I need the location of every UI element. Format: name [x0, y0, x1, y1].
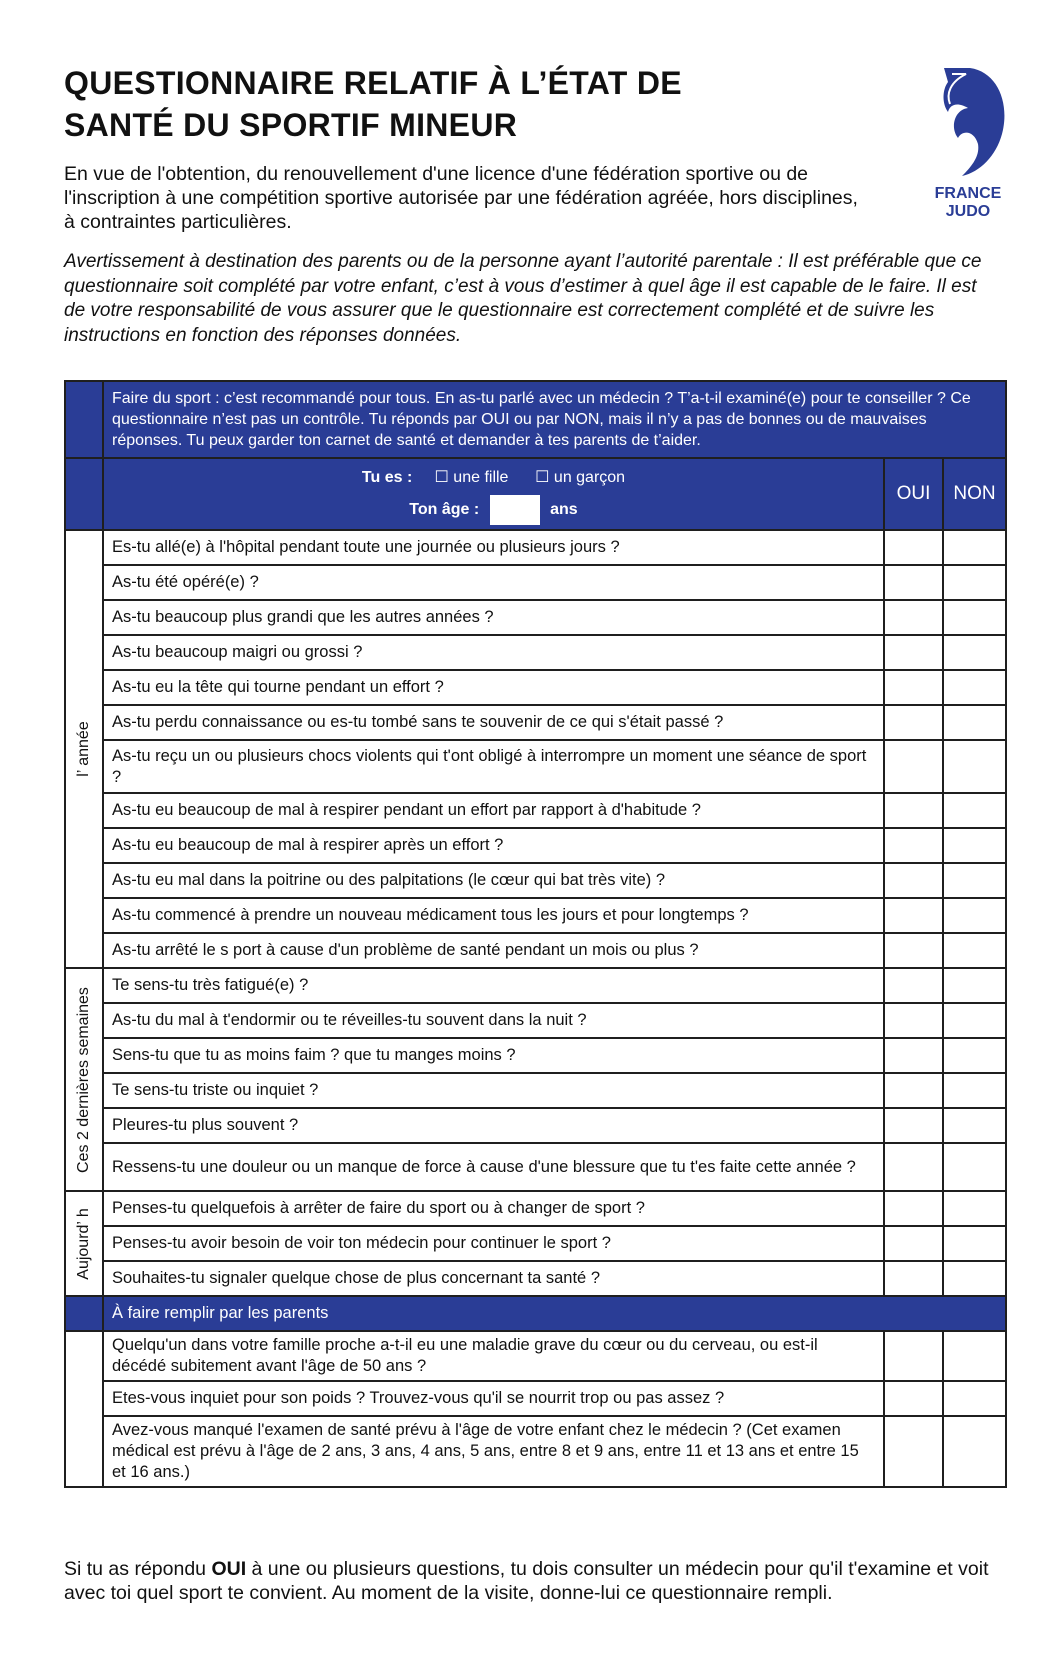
- question-row: [65, 1038, 1006, 1073]
- question-text: As-tu eu la tête qui tourne pendant un effort ?: [103, 670, 884, 705]
- question-row: [65, 1191, 1006, 1226]
- oui-answer-box[interactable]: [884, 670, 943, 705]
- non-answer-box[interactable]: [943, 828, 1006, 863]
- oui-answer-box[interactable]: [884, 1191, 943, 1226]
- question-row: [65, 1003, 1006, 1038]
- question-text: Etes-vous inquiet pour son poids ? Trouvez-vous qu'il se nourrit trop ou pas assez ?: [103, 1381, 884, 1416]
- parents-warning: Avertissement à destination des parents ou de la personne ayant l’autorité parentale : Il est préférable que ce questionnaire soit complété par votre enfant, c’est à vous d’estimer à quel âge il est capable de le faire. Il est de votre responsabilité de vous assurer que le questionnaire est correctement complété et de suivre les instructions en fonction des réponses données.: [64, 251, 982, 346]
- oui-answer-box[interactable]: [884, 1073, 943, 1108]
- question-row: [65, 670, 1006, 705]
- oui-answer-box[interactable]: [884, 1331, 943, 1381]
- age-input[interactable]: [490, 495, 540, 525]
- oui-answer-box[interactable]: [884, 1226, 943, 1261]
- question-row: [65, 1331, 1006, 1381]
- non-answer-box[interactable]: [943, 705, 1006, 740]
- non-answer-box[interactable]: [943, 933, 1006, 968]
- footer-note: [64, 1557, 999, 1605]
- oui-answer-box[interactable]: [884, 898, 943, 933]
- option-girl-checkbox[interactable]: ☐ une fille: [434, 469, 509, 486]
- question-text: As-tu beaucoup plus grandi que les autres années ?: [103, 600, 884, 635]
- non-answer-box[interactable]: [943, 793, 1006, 828]
- oui-answer-box[interactable]: [884, 530, 943, 565]
- footer-bold-oui: OUI: [211, 1558, 247, 1580]
- footer-text-before: Si tu as répondu: [64, 1558, 212, 1580]
- title-line-2: SANTÉ DU SPORTIF MINEUR: [64, 107, 518, 143]
- oui-answer-box[interactable]: [884, 705, 943, 740]
- non-answer-box[interactable]: [943, 740, 1006, 793]
- question-row: [65, 530, 1006, 565]
- question-text: As-tu eu mal dans la poitrine ou des palpitations (le cœur qui bat très vite) ?: [103, 863, 884, 898]
- oui-answer-box[interactable]: [884, 600, 943, 635]
- question-text: Souhaites-tu signaler quelque chose de plus concernant ta santé ?: [103, 1261, 884, 1296]
- health-questionnaire-table: [64, 380, 1007, 1488]
- non-answer-box[interactable]: [943, 1038, 1006, 1073]
- page-title: [64, 62, 784, 146]
- question-text: As-tu eu beaucoup de mal à respirer pendant un effort par rapport à d'habitude ?: [103, 793, 884, 828]
- oui-answer-box[interactable]: [884, 1416, 943, 1487]
- oui-answer-box[interactable]: [884, 740, 943, 793]
- question-text: Avez-vous manqué l'examen de santé prévu à l'âge de votre enfant chez le médecin ? (Cet examen médical est prévu à l'âge de 2 ans, 3 ans, 4 ans, 5 ans, entre 8 et 9 ans, entre 11 et 13 ans et entre 15 et 16 ans.): [103, 1416, 884, 1487]
- question-row: [65, 1143, 1006, 1191]
- section2-period-label: Ces 2 dernières semaines: [75, 986, 92, 1173]
- non-answer-box[interactable]: [943, 1416, 1006, 1487]
- table-intro-text: Faire du sport : c’est recommandé pour tous. En as-tu parlé avec un médecin ? T’a-t-il examiné(e) pour te conseiller ? Ce questionnaire n’est pas un contrôle. Tu réponds par OUI ou par NON, mais il n’y a pas de bonnes ou de mauvaises réponses. Tu peux garder ton carnet de santé et demander à tes parents de t’aider.: [103, 381, 1006, 458]
- non-answer-box[interactable]: [943, 530, 1006, 565]
- parents-header-left: [65, 1296, 103, 1331]
- non-answer-box[interactable]: [943, 670, 1006, 705]
- section1-label-cell: [65, 530, 103, 968]
- svg-text:JUDO: JUDO: [945, 203, 991, 220]
- title-line-1: QUESTIONNAIRE RELATIF À L’ÉTAT DE: [64, 65, 682, 101]
- question-text: Penses-tu avoir besoin de voir ton médecin pour continuer le sport ?: [103, 1226, 884, 1261]
- parents-section-header: À faire remplir par les parents: [103, 1296, 1006, 1331]
- question-row: [65, 1108, 1006, 1143]
- question-text: Penses-tu quelquefois à arrêter de faire du sport ou à changer de sport ?: [103, 1191, 884, 1226]
- question-text: Sens-tu que tu as moins faim ? que tu manges moins ?: [103, 1038, 884, 1073]
- non-answer-box[interactable]: [943, 1331, 1006, 1381]
- section3-period-label: Aujourd’ h: [75, 1207, 92, 1280]
- question-row: [65, 1381, 1006, 1416]
- question-text: Ressens-tu une douleur ou un manque de force à cause d'une blessure que tu t'es faite cette année ?: [103, 1143, 884, 1191]
- question-text: As-tu perdu connaissance ou es-tu tombé sans te souvenir de ce qui s'était passé ?: [103, 705, 884, 740]
- question-text: As-tu été opéré(e) ?: [103, 565, 884, 600]
- oui-answer-box[interactable]: [884, 1003, 943, 1038]
- non-answer-box[interactable]: [943, 1381, 1006, 1416]
- age-unit: ans: [550, 501, 578, 518]
- oui-answer-box[interactable]: [884, 863, 943, 898]
- question-text: Te sens-tu très fatigué(e) ?: [103, 968, 884, 1003]
- question-row: [65, 740, 1006, 793]
- section1-period-label: l’ année: [75, 721, 92, 777]
- oui-column-header: OUI: [884, 458, 943, 530]
- question-text: As-tu reçu un ou plusieurs chocs violents qui t'ont obligé à interrompre un moment une séance de sport ?: [103, 740, 884, 793]
- question-row: [65, 828, 1006, 863]
- oui-answer-box[interactable]: [884, 1038, 943, 1073]
- france-judo-logo: [928, 64, 1008, 222]
- oui-answer-box[interactable]: [884, 635, 943, 670]
- section2-label-cell: [65, 968, 103, 1191]
- question-row: [65, 635, 1006, 670]
- question-text: As-tu eu beaucoup de mal à respirer après un effort ?: [103, 828, 884, 863]
- question-row: [65, 705, 1006, 740]
- non-answer-box[interactable]: [943, 863, 1006, 898]
- non-answer-box[interactable]: [943, 968, 1006, 1003]
- question-row: [65, 600, 1006, 635]
- oui-answer-box[interactable]: [884, 828, 943, 863]
- oui-answer-box[interactable]: [884, 1143, 943, 1191]
- section3-label-cell: [65, 1191, 103, 1296]
- non-answer-box[interactable]: [943, 898, 1006, 933]
- non-answer-box[interactable]: [943, 1108, 1006, 1143]
- question-row: [65, 793, 1006, 828]
- profile-cell: [103, 458, 884, 530]
- question-text: As-tu du mal à t'endormir ou te réveilles-tu souvent dans la nuit ?: [103, 1003, 884, 1038]
- oui-answer-box[interactable]: [884, 1381, 943, 1416]
- question-row: [65, 933, 1006, 968]
- question-row: [65, 565, 1006, 600]
- non-answer-box[interactable]: [943, 1226, 1006, 1261]
- oui-answer-box[interactable]: [884, 968, 943, 1003]
- footer-text-after: à une ou plusieurs questions, tu dois consulter un médecin pour qu'il t'examine et voit avec toi quel sport te convient. Au moment de la visite, donne-lui ce questionnaire rempli.: [64, 1558, 989, 1604]
- question-text: As-tu commencé à prendre un nouveau médicament tous les jours et pour longtemps ?: [103, 898, 884, 933]
- age-label: Ton âge :: [409, 501, 480, 518]
- question-text: Pleures-tu plus souvent ?: [103, 1108, 884, 1143]
- non-column-header: NON: [943, 458, 1006, 530]
- non-answer-box[interactable]: [943, 1003, 1006, 1038]
- question-row: [65, 1226, 1006, 1261]
- tu-es-label: Tu es :: [361, 469, 413, 486]
- oui-answer-box[interactable]: [884, 1261, 943, 1296]
- svg-text:FRANCE: FRANCE: [934, 185, 1002, 202]
- non-answer-box[interactable]: [943, 1143, 1006, 1191]
- question-row: [65, 1073, 1006, 1108]
- question-row: [65, 1261, 1006, 1296]
- intro-left-cell: [65, 381, 103, 458]
- profile-left-cell: [65, 458, 103, 530]
- question-row: [65, 968, 1006, 1003]
- question-row: [65, 898, 1006, 933]
- non-answer-box[interactable]: [943, 1073, 1006, 1108]
- parents-label-cell: [65, 1331, 103, 1487]
- non-answer-box[interactable]: [943, 600, 1006, 635]
- intro-paragraph: En vue de l'obtention, du renouvellement d'une licence d'une fédération sportive ou de l'inscription à une compétition sportive autorisée par une fédération agréée, hors disciplines, à contraintes particulières.: [64, 163, 858, 233]
- oui-answer-box[interactable]: [884, 933, 943, 968]
- question-text: Quelqu'un dans votre famille proche a-t-il eu une maladie grave du cœur ou du cerveau, ou est-il décédé subitement avant l'âge de 50 ans ?: [103, 1331, 884, 1381]
- question-row: [65, 1416, 1006, 1487]
- question-text: As-tu arrêté le s port à cause d'un problème de santé pendant un mois ou plus ?: [103, 933, 884, 968]
- question-text: As-tu beaucoup maigri ou grossi ?: [103, 635, 884, 670]
- oui-answer-box[interactable]: [884, 565, 943, 600]
- oui-answer-box[interactable]: [884, 1108, 943, 1143]
- non-answer-box[interactable]: [943, 1261, 1006, 1296]
- option-boy-checkbox[interactable]: ☐ un garçon: [535, 469, 626, 486]
- non-answer-box[interactable]: [943, 1191, 1006, 1226]
- question-text: Te sens-tu triste ou inquiet ?: [103, 1073, 884, 1108]
- non-answer-box[interactable]: [943, 565, 1006, 600]
- parents-header-row: [65, 1296, 1006, 1331]
- non-answer-box[interactable]: [943, 635, 1006, 670]
- question-text: Es-tu allé(e) à l'hôpital pendant toute une journée ou plusieurs jours ?: [103, 530, 884, 565]
- oui-answer-box[interactable]: [884, 793, 943, 828]
- question-row: [65, 863, 1006, 898]
